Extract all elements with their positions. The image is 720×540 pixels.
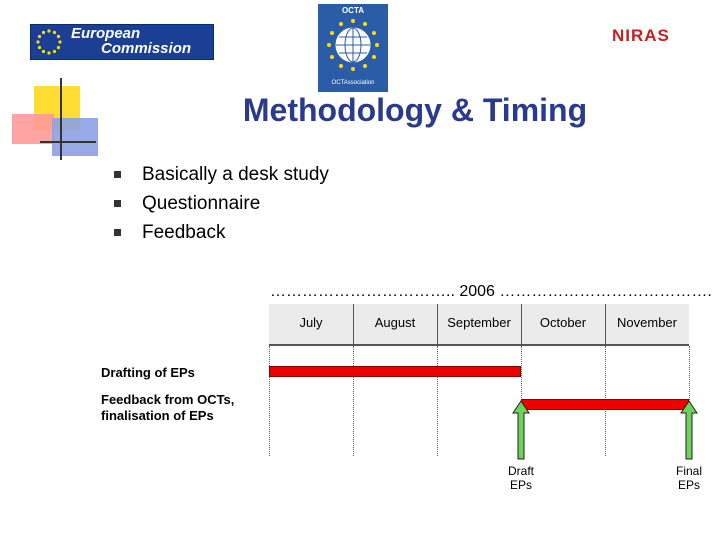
decor-pink-square (12, 114, 54, 144)
month-divider (521, 304, 522, 344)
month-label-august: August (374, 315, 416, 330)
ec-logo-line2: Commission (101, 40, 192, 57)
niras-logo: NIRAS (612, 26, 670, 45)
milestone-label-line2: EPs (677, 478, 700, 492)
eu-stars-icon (35, 28, 63, 56)
bullet-text: Basically a desk study (142, 164, 329, 185)
month-divider (605, 304, 606, 344)
milestone-label (659, 464, 719, 492)
month-label-october: October (539, 315, 587, 330)
european-commission-logo (30, 24, 214, 60)
bullet-square-icon (114, 171, 121, 178)
up-arrow-icon (680, 400, 698, 460)
bullet-square-icon (114, 200, 121, 207)
globe-icon (325, 17, 381, 73)
slide-title: Methodology & Timing (242, 92, 588, 128)
up-arrow-icon (512, 400, 530, 460)
ec-logo-text (71, 26, 191, 56)
decor-vertical-line (60, 78, 62, 160)
decor-horizontal-line (40, 141, 96, 143)
year-leader-right: …………………………………. (494, 283, 712, 300)
row-label-feedback-line1: Feedback from OCTs, (101, 392, 235, 407)
milestone-label (491, 464, 551, 492)
bullet-item (112, 191, 512, 220)
ec-logo-line1: European (71, 25, 141, 42)
milestone-label-line1: Final (675, 464, 702, 478)
octa-logo (318, 4, 388, 92)
decor-blue-square (52, 118, 98, 156)
year-leader-left: …………………………….. (270, 283, 460, 300)
timeline-year: 2006 (459, 283, 495, 300)
octa-logo-bottom-text: OCTAssociation (331, 80, 375, 86)
bullet-text: Questionnaire (142, 193, 261, 214)
month-header (269, 304, 689, 346)
bullet-square-icon (114, 229, 121, 236)
grid-line (353, 346, 354, 456)
milestone-label-line2: EPs (509, 478, 532, 492)
month-divider (437, 304, 438, 344)
gantt-bar (521, 399, 689, 410)
octa-logo-top-text: OCTA (341, 6, 365, 15)
bullet-list (112, 162, 512, 249)
month-label-july: July (299, 315, 323, 330)
bullet-text: Feedback (142, 222, 226, 243)
month-label-november: November (617, 315, 677, 330)
bullet-item (112, 220, 512, 249)
month-divider (353, 304, 354, 344)
row-label-drafting: Drafting of EPs (101, 365, 195, 380)
grid-line (437, 346, 438, 456)
bullet-item (112, 162, 512, 191)
month-label-september: September (447, 315, 511, 330)
milestone-label-line1: Draft (507, 464, 534, 478)
grid-line (269, 346, 270, 456)
row-label-feedback-line2: finalisation of EPs (101, 408, 214, 423)
row-label-feedback (101, 392, 234, 424)
timeline-year-header (270, 283, 712, 301)
gantt-bar (269, 366, 521, 377)
